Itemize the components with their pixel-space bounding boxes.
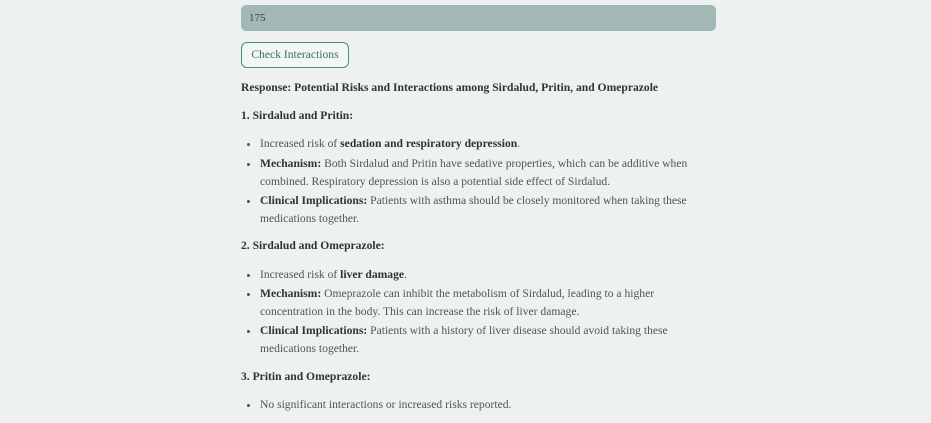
list-item — [260, 155, 716, 191]
list-item — [260, 285, 716, 321]
section-list — [241, 266, 716, 359]
item-text: . — [517, 137, 521, 151]
item-text: . — [404, 267, 407, 281]
item-text: Both Sirdalud and Pritin have sedative properties, which can be additive when combined. Respiratory depression is also a potential side effect of Sirdalud. — [260, 156, 688, 188]
list-item — [260, 192, 716, 228]
item-lead: Clinical Implications: — [260, 194, 368, 208]
list-item — [260, 135, 716, 153]
check-interactions-button[interactable]: Check Interactions — [241, 42, 349, 68]
item-text: No significant interactions or increased risks reported. — [260, 397, 512, 411]
value-input[interactable]: 175 — [241, 5, 716, 31]
response-title: Response: Potential Risks and Interactions among Sirdalud, Pritin, and Omeprazole — [241, 81, 659, 94]
response-panel — [241, 79, 716, 423]
item-bold: liver damage — [340, 267, 405, 281]
item-text: Omeprazole can inhibit the metabolism of Sirdalud, leading to a higher concentration in the body. This can increase the risk of liver damage. — [260, 286, 655, 319]
list-item — [260, 322, 716, 358]
item-bold: sedation and respiratory depression — [340, 137, 518, 151]
item-text: Increased risk of — [260, 137, 341, 151]
section-heading: 3. Pritin and Omeprazole: — [241, 369, 371, 383]
item-text: Patients with asthma should be closely monitored when taking these medications together. — [260, 194, 687, 226]
section-heading: 1. Sirdalud and Pritin: — [241, 109, 354, 123]
item-lead: Mechanism: — [260, 156, 322, 170]
list-item — [260, 266, 716, 284]
item-text: Patients with a history of liver disease should avoid taking these medications together. — [260, 324, 668, 356]
item-lead: Mechanism: — [260, 286, 322, 300]
section-list — [241, 135, 716, 228]
item-text: Increased risk of — [260, 267, 341, 281]
section-heading: 2. Sirdalud and Omeprazole: — [241, 239, 385, 253]
item-lead: Clinical Implications: — [260, 324, 368, 338]
section-list — [241, 396, 716, 414]
list-item — [260, 396, 716, 414]
